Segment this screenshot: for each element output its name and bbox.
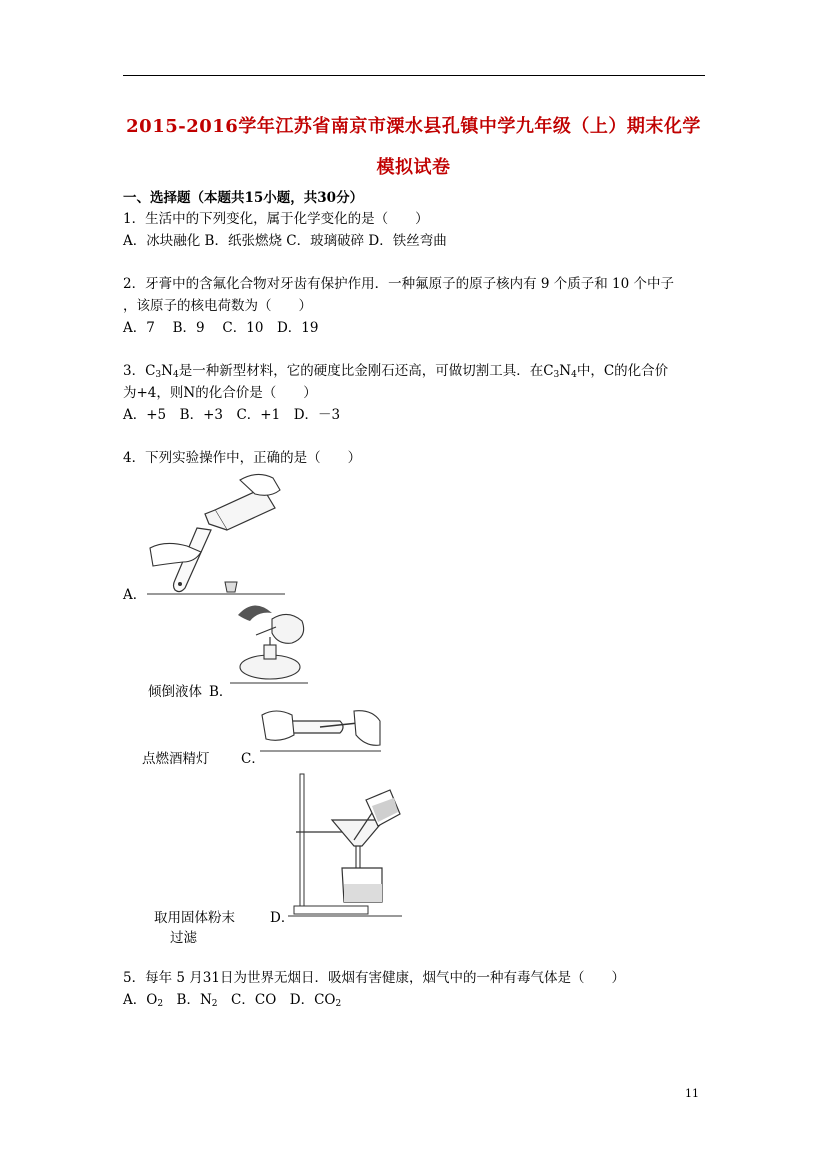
page-number: 11 (685, 1087, 699, 1100)
page-title-line1: 2015-2016学年江苏省南京市溧水县孔镇中学九年级（上）期末化学 (126, 116, 701, 137)
option-d-caption: 过滤 (170, 930, 197, 946)
question-2-stem-line1: 2．牙膏中的含氟化合物对牙齿有保护作用．一种氟原子的原子核内有 9 个质子和 10 个中子 (123, 276, 675, 292)
figure-pouring-liquid (145, 470, 290, 598)
question-3-options: A．+5 B．+3 C．+1 D．－3 (123, 407, 341, 423)
option-c-caption: 取用固体粉末 (154, 910, 235, 926)
question-5-options: A．$O_2$ B．$N_2$ C．CO D．$CO_2$ (123, 992, 342, 1009)
option-b-caption: 点燃酒精灯 (142, 751, 210, 767)
option-a-label: A． (123, 587, 147, 603)
option-b-label: B． (209, 684, 233, 700)
question-1-options: A．冰块融化 B．纸张燃烧 C．玻璃破碎 D．铁丝弯曲 (123, 233, 447, 249)
option-d-label: D． (270, 910, 295, 926)
page-title-line2: 模拟试卷 (376, 157, 451, 178)
section-heading: 一、选择题（本题共15小题，共30分） (123, 190, 364, 206)
figure-solid-powder (258, 703, 383, 753)
question-4-stem: 4．下列实验操作中，正确的是（ ） (123, 450, 362, 466)
question-1-stem: 1．生活中的下列变化，属于化学变化的是（ ） (123, 211, 429, 227)
question-2-options: A．7 B．9 C．10 D．19 (123, 320, 319, 336)
header-rule (123, 75, 705, 76)
question-3-stem-line1: 3．$C_3N_4$是一种新型材料，它的硬度比金刚石还高，可做切割工具．在$C_3N_4$中，C的化合价 (123, 363, 669, 380)
option-c-label: C． (241, 751, 265, 767)
question-2-stem-line2: ，该原子的核电荷数为（ ） (123, 298, 312, 314)
option-a-caption: 倾倒液体 (148, 684, 202, 700)
figure-lighting-lamp (228, 597, 310, 687)
figure-filtration (288, 772, 403, 920)
question-5-stem: 5．每年 5 月31日为世界无烟日．吸烟有害健康，烟气中的一种有毒气体是（ ） (123, 970, 625, 986)
question-3-stem-line2: 为+4，则N的化合价是（ ） (123, 385, 317, 401)
